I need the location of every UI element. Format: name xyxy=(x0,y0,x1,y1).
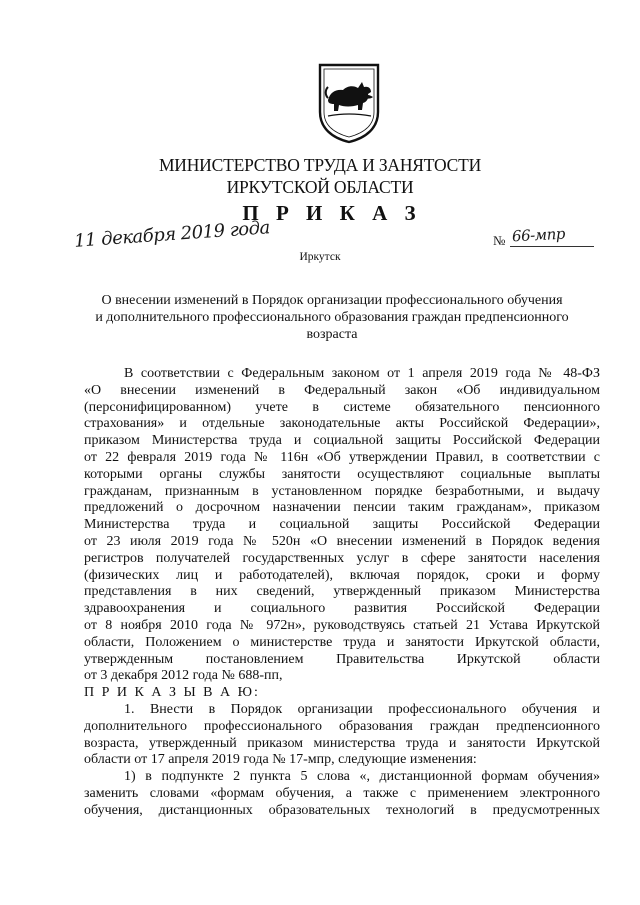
body-line: от 3 декабря 2012 года № 688-пп, xyxy=(84,668,283,684)
body-line: «О внесении изменений в Федеральный закон «Об индивидуальном xyxy=(84,382,600,398)
body-line: заменить словами «формам обучения, а также с применением электронного xyxy=(84,785,600,801)
body-line: обучения, дистанционных образовательных технологий в предусмотренных xyxy=(84,802,600,818)
document-number-label: № xyxy=(493,233,506,248)
body-line: дополнительного профессионального образования граждан предпенсионного xyxy=(84,718,600,734)
handwritten-document-number: 66-мпр xyxy=(511,224,566,246)
body-line: от 8 ноября 2010 года № 972н», руководствуясь статьей 21 Устава Иркутской xyxy=(84,617,600,633)
subject-line: возраста xyxy=(306,327,358,342)
body-line: (персонифицированном) учете в системе обязательного пенсионного xyxy=(84,399,600,415)
body-line: здравоохранения и социального развития Российской Федерации xyxy=(84,601,600,617)
ministry-name-line-1: МИНИСТЕРСТВО ТРУДА И ЗАНЯТОСТИ xyxy=(158,155,482,175)
body-line: приказом Министерства труда и социальной защиты Российской Федерации xyxy=(84,433,600,449)
body-line: страхования» и отдельные законодательные акты Российской Федерации», xyxy=(84,416,600,432)
body-line: регистров получателей государственных услуг в сфере занятости населения xyxy=(84,550,600,566)
order-body xyxy=(84,366,600,820)
body-line: которыми органы службы занятости осуществляют социальные выплаты xyxy=(84,466,600,482)
body-line: области от 17 апреля 2019 года № 17-мпр, следующие изменения: xyxy=(84,752,477,768)
body-line: Министерства труда и социальной защиты Российской Федерации xyxy=(84,517,600,533)
body-line: (физических лиц и работодателей), включая порядок, сроки и форму xyxy=(84,567,600,583)
body-line: утвержденным постановлением Правительства Иркутской области xyxy=(84,651,600,667)
body-line: представления в них сведений, утвержденный приказом Министерства xyxy=(84,584,600,600)
subject-line: О внесении изменений в Порядок организации профессионального обучения xyxy=(101,293,563,308)
order-directive: П Р И К А З Ы В А Ю: xyxy=(84,685,260,701)
body-line: области, Положением о министерстве труда и занятости Иркутской области, xyxy=(84,634,600,650)
order-subject xyxy=(70,292,594,343)
number-underline xyxy=(510,246,594,247)
body-line: от 22 февраля 2019 года № 116н «Об утверждении Правил, в соответствии с xyxy=(84,449,600,465)
body-line: возраста, утвержденный приказом министерства труда и занятости Иркутской xyxy=(84,735,600,751)
body-line: В соответствии с Федеральным законом от 1 апреля 2019 года № 48-ФЗ xyxy=(124,366,600,381)
document-type-title: П Р И К А З xyxy=(242,201,422,225)
ministry-name-line-2: ИРКУТСКОЙ ОБЛАСТИ xyxy=(226,177,414,197)
body-line: предложений о досрочном назначении пенсии таким гражданам», приказом xyxy=(84,500,600,516)
body-line: 1) в подпункте 2 пункта 5 слова «, дистанционной формам обучения» xyxy=(124,769,600,785)
body-line: от 23 июля 2019 года № 520н «О внесении изменений в Порядок ведения xyxy=(84,533,600,549)
handwritten-date: 11 декабря 2019 года xyxy=(73,217,271,252)
irkutsk-coat-of-arms-icon xyxy=(316,62,382,144)
body-line: 1. Внести в Порядок организации профессионального обучения и xyxy=(124,701,600,717)
body-line: гражданам, признанным в установленном порядке безработными, и выдачу xyxy=(84,483,600,499)
city-name: Иркутск xyxy=(299,251,341,263)
subject-line: и дополнительного профессионального образования граждан предпенсионного xyxy=(95,310,569,325)
